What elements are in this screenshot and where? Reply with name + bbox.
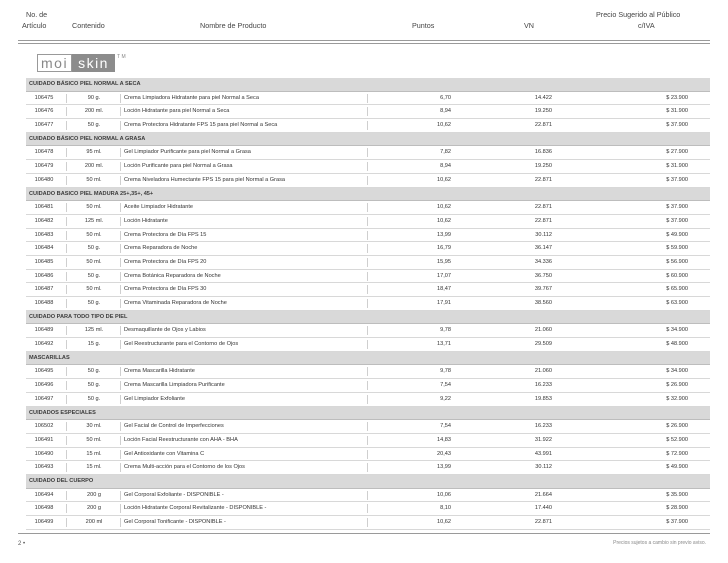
item-price: $ 37.900 [666,176,688,183]
item-points: 10,62 [437,519,451,525]
item-vn: 19.853 [534,395,552,402]
column-separator [66,422,67,431]
item-name: Crema Mascarilla Hidratante [124,368,195,375]
category-row: CUIDADO PARA TODO TIPO DE PIEL [26,311,710,325]
item-price: $ 26.900 [666,423,688,430]
item-name: Crema Mascarilla Limpiadora Purificante [124,382,225,389]
item-name: Crema Protectora de Día FPS 15 [124,231,207,238]
item-points: 8,10 [440,505,451,512]
item-vn: 22.871 [534,519,552,525]
item-points: 8,94 [440,163,451,170]
item-price: $ 60.900 [666,272,688,279]
category-row: CUIDADO DEL CUERPO [26,475,710,489]
item-name: Gel Antioxidante con Vitamina C [124,450,205,457]
table-header [0,0,728,40]
category-row: CUIDADO BASICO PIEL MADURA 25+,35+, 45+ [26,188,710,202]
item-size: 50 ml. [86,176,102,183]
item-code: 106493 [34,464,54,471]
column-separator [66,203,67,212]
item-points: 9,22 [440,395,451,402]
table-row [26,215,710,229]
item-size: 90 g. [87,94,101,101]
item-price: $ 48.900 [666,341,688,348]
column-separator [120,491,121,500]
column-separator [120,504,121,513]
column-separator [120,395,121,404]
item-size: 200 g [87,491,101,498]
header-top-rule [18,40,710,41]
item-size: 30 ml. [86,423,102,430]
item-points: 9,78 [440,327,451,334]
table-row [26,119,710,133]
column-separator [66,504,67,513]
column-separator [120,148,121,157]
category-row: CUIDADO BÁSICO PIEL NORMAL A GRASA [26,133,710,147]
item-name: Crema Protectora de Día FPS 30 [124,286,207,293]
header-no-de: No. de [26,10,48,19]
item-points: 10,62 [437,204,451,211]
item-price: $ 65.900 [666,286,688,293]
item-size: 125 ml. [84,327,104,334]
item-name: Crema Multi-acción para el Contorno de los Ojos [124,464,245,471]
column-separator [120,244,121,253]
item-size: 50 ml. [86,204,102,211]
item-size: 50 ml. [86,286,102,293]
item-vn: 36.147 [534,245,552,252]
item-vn: 21.060 [534,368,552,375]
column-separator [66,258,67,267]
item-size: 50 g. [87,368,101,375]
item-vn: 30.112 [535,464,552,471]
item-code: 106486 [34,272,54,279]
column-separator [66,436,67,445]
table-row [26,448,710,462]
table-row [26,146,710,160]
item-points: 13,71 [437,341,451,348]
item-points: 10,62 [437,122,451,129]
category-row: CUIDADOS ESPECIALES [26,407,710,421]
header-precio-line1: Precio Sugerido al Público [596,10,681,19]
item-name: Gel Corporal Exfoliante - DISPONIBLE - [124,491,224,498]
item-price: $ 49.900 [666,464,688,471]
item-points: 7,54 [440,382,451,389]
item-code: 106484 [34,245,54,252]
column-separator [120,231,121,240]
item-size: 15 g. [87,341,101,348]
table-row [26,393,710,407]
table-row [26,160,710,174]
table-row [26,338,710,352]
item-name: Loción Facial Reestructurante con AHA - BHA [124,436,238,443]
item-code: 106494 [34,491,54,498]
item-name: Aceite Limpiador Hidratante [124,204,194,211]
item-code: 106498 [34,505,54,512]
item-name: Gel Limpiador Purificante para piel Normal a Grasa [124,149,251,156]
brand-logo-part-a: moi [37,54,72,72]
column-separator [120,107,121,116]
column-separator [120,121,121,130]
column-separator [66,148,67,157]
item-size: 50 ml. [86,436,102,443]
item-vn: 30.112 [535,231,552,238]
column-separator [66,94,67,103]
item-name: Gel Reestructurante para el Contorno de Ojos [124,341,239,348]
item-points: 9,78 [440,368,451,375]
item-price: $ 37.900 [666,122,688,129]
header-precio-line2: c/IVA [638,21,655,30]
item-name: Desmaquillante de Ojos y Labios [124,327,206,334]
item-vn: 43.991 [534,450,552,457]
item-vn: 19.250 [534,163,552,170]
table-row [26,420,710,434]
column-separator [120,217,121,226]
item-code: 106482 [34,217,54,224]
column-separator [120,299,121,308]
table-row [26,270,710,284]
item-price: $ 37.900 [666,217,688,224]
item-size: 15 ml. [86,450,102,457]
column-separator [120,367,121,376]
item-code: 106475 [34,94,54,101]
item-points: 20,43 [437,450,451,457]
table-row [26,201,710,215]
column-separator [66,244,67,253]
item-points: 18,47 [437,286,451,293]
item-price: $ 31.900 [666,163,688,170]
item-name: Crema Vitaminada Reparadora de Noche [124,300,227,306]
item-code: 106483 [34,231,54,238]
column-separator [66,285,67,294]
column-separator [120,94,121,103]
item-price: $ 37.900 [666,204,688,211]
column-separator [120,450,121,459]
item-vn: 39.767 [534,286,552,293]
item-name: Loción Purificante para piel Normal a Grasa [124,163,233,170]
item-code: 106499 [34,519,54,525]
item-code: 106496 [34,382,54,389]
item-points: 6,70 [440,94,451,101]
item-size: 50 g. [87,245,101,252]
item-name: Crema Reparadora de Noche [124,245,198,252]
item-price: $ 59.900 [666,245,688,252]
item-price: $ 28.900 [666,505,688,512]
item-points: 10,62 [437,217,451,224]
item-price: $ 72.900 [666,450,688,457]
item-name: Gel Facial de Control de Imperfecciones [124,423,224,430]
item-code: 106495 [34,368,54,375]
item-price: $ 52.900 [666,436,688,443]
column-separator [66,231,67,240]
item-size: 95 ml. [86,149,102,156]
column-separator [66,107,67,116]
column-separator [66,121,67,130]
item-size: 125 ml. [84,217,104,224]
column-separator [120,518,121,527]
item-points: 17,07 [437,272,451,279]
item-points: 8,94 [440,108,451,115]
item-vn: 16.233 [534,382,552,389]
item-size: 50 g. [87,122,101,129]
item-vn: 16.233 [534,423,552,430]
item-price: $ 49.900 [666,231,688,238]
column-separator [120,285,121,294]
column-separator [66,299,67,308]
table-row [26,297,710,311]
item-points: 13,99 [437,231,451,238]
table-row [26,434,710,448]
column-separator [66,395,67,404]
column-separator [120,162,121,171]
item-size: 50 g. [87,395,101,402]
item-vn: 22.871 [534,176,552,183]
table-row [26,516,710,530]
item-price: $ 34.900 [666,368,688,375]
brand-logo [37,54,127,72]
item-size: 50 g. [87,382,101,389]
item-price: $ 31.900 [666,108,688,115]
column-separator [66,450,67,459]
item-price: $ 23.900 [666,94,688,101]
table-row [26,324,710,338]
table-row [26,174,710,188]
item-vn: 21.060 [534,327,552,334]
item-code: 106481 [34,204,54,211]
footer-rule [18,533,710,534]
column-separator [66,326,67,335]
item-size: 200 ml. [84,163,104,170]
column-separator [120,203,121,212]
item-vn: 34.336 [534,258,552,265]
item-size: 200 ml. [84,108,104,115]
item-points: 14,83 [437,436,451,443]
table-row [26,256,710,270]
column-separator [120,381,121,390]
item-size: 200 ml [85,519,103,525]
item-name: Gel Corporal Tonificante - DISPONIBLE - [124,519,226,525]
column-separator [66,217,67,226]
column-separator [120,422,121,431]
item-price: $ 35.900 [666,491,688,498]
item-code: 106497 [34,395,54,402]
price-notice: Precios sujetos a cambio sin previo aviso. [613,540,706,546]
item-vn: 31.922 [534,436,552,443]
column-separator [120,436,121,445]
brand-logo-tm: TM [116,54,128,60]
item-code: 106492 [34,341,54,348]
item-code: 106477 [34,122,54,129]
table-row [26,242,710,256]
header-puntos: Puntos [412,21,435,30]
page-number: 2 • [18,541,26,547]
table-row [26,502,710,516]
item-vn: 29.509 [534,341,552,348]
item-price: $ 63.900 [666,300,688,306]
item-points: 16,79 [437,245,451,252]
item-code: 106489 [34,327,54,334]
header-contenido: Contenido [72,21,105,30]
item-code: 106478 [34,149,54,156]
item-size: 50 ml. [86,231,102,238]
header-articulo: Artículo [22,21,47,30]
header-nombre: Nombre de Producto [200,21,267,30]
item-points: 10,06 [437,491,451,498]
column-separator [66,272,67,281]
item-vn: 16.836 [534,149,552,156]
item-vn: 22.871 [534,204,552,211]
column-separator [120,326,121,335]
item-size: 15 ml. [86,464,102,471]
category-row: MASCARILLAS [26,352,710,366]
item-vn: 17.440 [534,505,552,512]
item-size: 50 g. [87,300,101,306]
header-bottom-rule [18,43,710,44]
item-code: 106488 [34,300,54,306]
item-vn: 22.871 [534,122,552,129]
column-separator [120,258,121,267]
item-name: Crema Limpiadora Hidratante para piel Normal a Seca [124,94,259,101]
item-name: Loción Hidratante [124,217,168,224]
item-vn: 36.750 [534,272,552,279]
column-separator [66,162,67,171]
table-row [26,461,710,475]
item-name: Loción Hidratante Corporal Revitalizante - DISPONIBLE - [124,505,267,512]
item-code: 106479 [34,163,54,170]
item-name: Gel Limpiador Exfoliante [124,395,185,402]
item-price: $ 26.900 [666,382,688,389]
item-points: 13,99 [437,464,451,471]
column-separator [120,340,121,349]
table-row [26,229,710,243]
column-separator [66,176,67,185]
item-code: 106485 [34,258,54,265]
item-code: 106490 [34,450,54,457]
column-separator [66,463,67,472]
item-price: $ 37.900 [666,519,688,525]
item-price: $ 27.900 [666,149,688,156]
item-points: 7,54 [440,423,451,430]
category-row: CUIDADO BÁSICO PIEL NORMAL A SECA [26,78,710,92]
column-separator [120,272,121,281]
brand-logo-part-b: skin [72,54,115,72]
item-price: $ 32.900 [666,395,688,402]
item-vn: 14.422 [534,94,552,101]
item-size: 50 ml. [86,258,102,265]
item-name: Crema Protectora Hidratante FPS 15 para piel Normal a Seca [124,122,278,129]
item-price: $ 56.900 [666,258,688,265]
item-vn: 38.560 [534,300,552,306]
item-vn: 22.871 [534,217,552,224]
item-code: 106480 [34,176,54,183]
table-row [26,92,710,106]
item-name: Crema Niveladora Humectante FPS 15 para piel Normal a Grasa [124,176,286,183]
column-separator [66,367,67,376]
item-points: 7,82 [440,149,451,156]
item-points: 17,91 [437,300,451,306]
item-name: Crema Botánica Reparadora de Noche [124,272,221,279]
column-separator [66,518,67,527]
item-points: 10,62 [437,176,451,183]
column-separator [66,491,67,500]
column-separator [120,176,121,185]
item-code: 106491 [34,436,54,443]
item-points: 15,95 [437,258,451,265]
column-separator [120,463,121,472]
item-vn: 19.250 [534,108,552,115]
item-price: $ 34.900 [666,327,688,334]
item-code: 106502 [34,423,54,430]
item-size: 200 g [87,505,101,512]
column-separator [66,381,67,390]
item-code: 106476 [34,108,54,115]
price-table [26,78,710,530]
item-size: 50 g. [87,272,101,279]
header-vn: VN [524,21,534,30]
item-name: Crema Protectora de Día FPS 20 [124,258,207,265]
table-row [26,105,710,119]
item-code: 106487 [34,286,54,293]
column-separator [66,340,67,349]
table-row [26,283,710,297]
table-row [26,379,710,393]
item-name: Loción Hidratante para piel Normal a Seca [124,108,230,115]
table-row [26,489,710,503]
item-vn: 21.664 [534,491,552,498]
table-row [26,365,710,379]
